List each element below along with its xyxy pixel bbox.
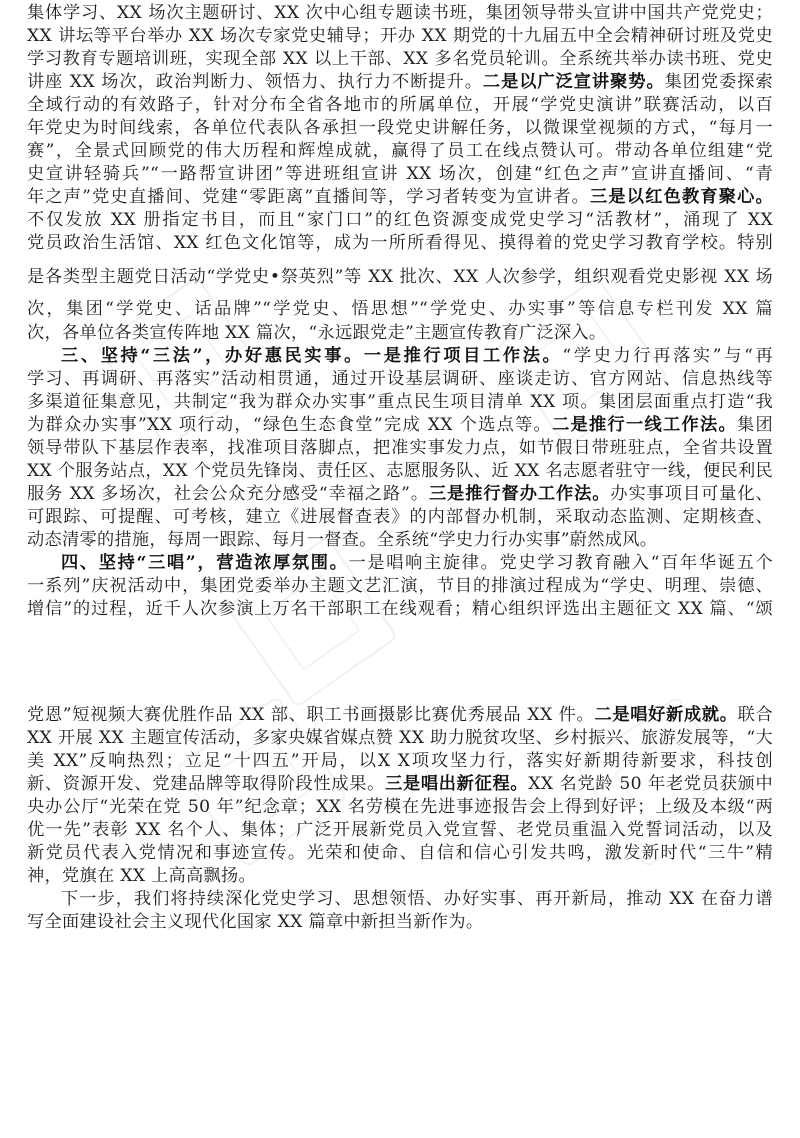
body-text: 年党史为时间线索，各单位代表队各承担一段党史讲解任务，以微课堂视频的方式，“每月一: [27, 118, 773, 138]
text-line: [27, 842, 773, 864]
body-text: “学史力行再落实”与“再: [562, 346, 773, 366]
text-line: [27, 232, 773, 254]
text-line: [27, 598, 773, 620]
text-line: [27, 575, 773, 597]
body-text: 集体学习、XX 场次主题研讨、XX 次中心组专题读书班，集团领导带头宣讲中国共产党党史；: [27, 3, 773, 23]
body-text: 服务 XX 多场次，社会公众充分感受“幸福之路”。: [27, 484, 429, 504]
text-line: [27, 209, 773, 231]
text-line: [27, 266, 773, 288]
bold-heading-text: 三是唱出新征程。: [385, 774, 529, 794]
bold-heading-text: 二是推行一线工作法。: [552, 415, 737, 435]
bold-heading-text: 二是以广泛宣讲聚势。: [482, 72, 665, 92]
text-line: [27, 483, 773, 505]
body-text: 办实事项目可量化、: [610, 484, 773, 504]
text-line: [27, 94, 773, 116]
text-line: [27, 773, 773, 795]
body-text: 神，党旗在 XX 上高高飘扬。: [27, 866, 256, 886]
body-text: 学习教育专题培训班，实现全部 XX 以上干部、XX 多名党员轮训。全系统共举办读书班、党史: [27, 49, 773, 69]
body-text: XX 讲坛等平台举办 XX 场次专家党史辅导；开办 XX 期党的十九届五中全会精神研讨班及党史: [27, 26, 773, 46]
body-text: 下一步，我们将持续深化党史学习、思想领悟、办好实事、再开新局，推动 XX 在奋力谱: [61, 889, 773, 909]
body-text: 多渠道征集意见，共制定“我为群众办实事”重点民生项目清单 XX 项。集团层面重点打造“我: [27, 392, 773, 412]
body-text: XX 开展 XX 主题宣传活动，多家央媒省媒点赞 XX 助力脱贫攻坚、乡村振兴、旅游发展等，“大: [27, 728, 773, 748]
bold-heading-text: 三、坚持“三法”，办好惠民实事。一是推行项目工作法。: [61, 346, 563, 366]
text-line: [27, 368, 773, 390]
body-text: 联合: [737, 705, 773, 725]
text-line: [27, 71, 773, 93]
body-text: XX 个服务站点，XX 个党员先锋岗、责任区、志愿服务队、近 XX 名志愿者驻守一线，便民利民: [27, 461, 773, 481]
body-text: 新、资源开发、党建品牌等取得阶段性成果。: [27, 774, 386, 794]
body-text: 为群众办实事”XX 项行动，“绿色生态食堂”完成 XX 个选点等。: [27, 415, 553, 435]
text-line: [27, 2, 773, 24]
text-line: [27, 186, 773, 208]
body-text: 党员政治生活馆、XX 红色文化馆等，成为一所所看得见、摸得着的党史学习教育学校。特别: [27, 233, 773, 253]
text-line: [27, 414, 773, 436]
body-text: 年之声”党史直播间、党建“零距离”直播间等，学习者转变为宣讲者。: [27, 187, 591, 207]
body-text: 增信”的过程，近千人次参演上万名干部职工在线观看；精心组织评选出主题征文 XX 篇、“颂: [27, 599, 773, 619]
body-text: XX 名党龄 50 年老党员获颁中: [528, 774, 773, 794]
body-text: 学习、再调研、再落实”活动相贯通，通过开设基层调研、座谈走访、官方网站、信息热线等: [27, 369, 773, 389]
text-line: [27, 796, 773, 818]
bold-heading-text: 三是以红色教育聚心。: [590, 187, 773, 207]
body-text: 优一先”表彰 XX 名个人、集体；广泛开展新党员入党宣誓、老党员重温入党誓词活动，以及: [27, 820, 773, 840]
text-line: [27, 25, 773, 47]
body-text: 可跟踪、可提醒、可考核，建立《进展督查表》的内部督办机制，采取动态监测、定期核查、: [27, 507, 773, 527]
text-line: [27, 298, 773, 320]
body-text: 集团党委探索: [664, 72, 773, 92]
text-line: [27, 460, 773, 482]
text-line: [27, 117, 773, 139]
body-text: 动态清零的措施，每周一跟踪、每月一督查。全系统“学史力行办实事”蔚然成风。: [27, 530, 658, 550]
body-text: 次，集团“学党史、话品牌”“学党史、悟思想”“学党史、办实事”等信息专栏刊发 XX 篇: [27, 299, 773, 319]
body-text: 央办公厅“光荣在党 50 年”纪念章；XX 名劳模在先进事迹报告会上得到好评；上级及本级“两: [27, 797, 773, 817]
body-text: 全域行动的有效路子，针对分布全省各地市的所属单位，开展“学党史演讲”联赛活动，以百: [27, 95, 773, 115]
text-line: [27, 322, 773, 344]
body-text: 一系列”庆祝活动中，集团党委举办主题文艺汇演，节目的排演过程成为“学史、明理、崇德、: [27, 576, 773, 596]
body-text: 是各类型主题党日活动“学党史•祭英烈”等 XX 批次、XX 人次参学，组织观看党史影视 XX 场: [27, 267, 773, 287]
text-line: [27, 819, 773, 841]
body-text: 讲座 XX 场次，政治判断力、领悟力、执行力不断提升。: [27, 72, 483, 92]
body-text: 党恩”短视频大赛优胜作品 XX 部、职工书画摄影比赛优秀展品 XX 件。: [27, 705, 595, 725]
body-text: 赛”，全景式回顾党的伟大历程和辉煌成就，赢得了员工在线点赞认可。带动各单位组建“党: [27, 141, 773, 161]
text-line: [61, 888, 773, 910]
body-text: 写全面建设社会主义现代化国家 XX 篇章中新担当新作为。: [27, 912, 484, 932]
bold-heading-text: 二是唱好新成就。: [594, 705, 738, 725]
bold-heading-text: 四、坚持“三唱”，营造浓厚氛围。: [61, 553, 349, 573]
text-line: [27, 865, 773, 887]
text-line: [27, 750, 773, 772]
body-text: 集团: [737, 415, 773, 435]
text-line: [27, 437, 773, 459]
text-line: [61, 345, 773, 367]
body-text: 不仅发放 XX 册指定书目，而且“家门口”的红色资源变成党史学习“活教材”，涌现了 XX: [27, 210, 773, 230]
text-line: [27, 911, 773, 933]
body-text: 新党员代表入党情况和事迹宣传。光荣和使命、自信和信心引发共鸣，激发新时代“三牛”精: [27, 843, 773, 863]
body-text: 史宣讲轻骑兵”“一路帮宣讲团”等进班组宣讲 XX 场次，创建“红色之声”宣讲直播间、“青: [27, 164, 773, 184]
text-line: [27, 704, 773, 726]
text-line: [27, 140, 773, 162]
text-line: [27, 529, 773, 551]
text-line: [27, 727, 773, 749]
body-text: 美 XX”反响热烈；立足“十四五”开局，以X X项攻坚力行，落实好新期待新要求，科技创: [27, 751, 773, 771]
text-line: [61, 552, 773, 574]
bold-heading-text: 三是推行督办工作法。: [429, 484, 611, 504]
body-text: 一是唱响主旋律。党史学习教育融入“百年华诞五个: [348, 553, 773, 573]
text-line: [27, 506, 773, 528]
body-text: 领导带队下基层作表率，找准项目落脚点，把准实事发力点，如节假日带班驻点，全省共设置: [27, 438, 773, 458]
text-line: [27, 163, 773, 185]
text-line: [27, 391, 773, 413]
body-text: 次，各单位各类宣传阵地 XX 篇次，“永远跟党走”主题宣传教育广泛深入。: [27, 323, 607, 343]
text-line: [27, 48, 773, 70]
